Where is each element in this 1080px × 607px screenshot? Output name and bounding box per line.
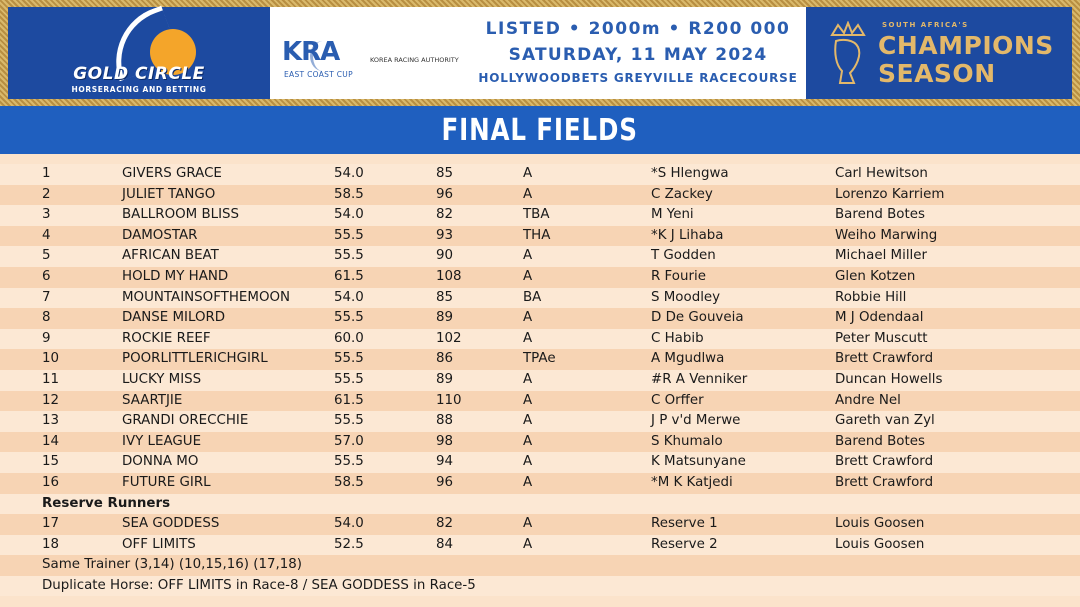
jockey: S Moodley	[651, 289, 721, 305]
runner-number: 4	[42, 227, 51, 243]
jockey: A Mgudlwa	[651, 351, 725, 367]
fields-table	[0, 164, 1080, 596]
kra-logo-mark: KRA	[282, 37, 340, 67]
same-trainer-note: Same Trainer (3,14) (10,15,16) (17,18)	[42, 557, 303, 573]
equipment: A	[523, 310, 533, 326]
horse-name: GIVERS GRACE	[122, 166, 222, 181]
table-row	[0, 288, 1080, 309]
equipment: A	[523, 516, 533, 532]
kra-cup-name: EAST COAST CUP	[284, 70, 353, 79]
jockey: D De Gouveia	[651, 310, 744, 326]
weight: 55.5	[334, 454, 364, 470]
equipment: A	[523, 330, 533, 346]
trainer: Brett Crawford	[835, 474, 934, 490]
jockey: C Zackey	[651, 186, 713, 202]
rating: 85	[436, 289, 454, 305]
race-venue: HOLLYWOODBETS GREYVILLE RACECOURSE	[478, 71, 798, 85]
equipment: TBA	[523, 207, 550, 223]
table-row	[0, 246, 1080, 267]
horse-name: BALLROOM BLISS	[122, 207, 240, 223]
weight: 52.5	[334, 536, 364, 552]
equipment: BA	[523, 289, 542, 305]
rating: 94	[436, 454, 454, 470]
rating: 85	[436, 166, 454, 181]
equipment: A	[523, 413, 533, 429]
trainer: Andre Nel	[835, 392, 901, 408]
table-row	[0, 514, 1080, 535]
runner-number: 1	[42, 166, 51, 181]
table-row	[0, 473, 1080, 494]
runner-number: 13	[42, 413, 60, 429]
horse-name: FUTURE GIRL	[122, 474, 211, 490]
trainer: Barend Botes	[835, 207, 925, 223]
table-row	[0, 391, 1080, 412]
horse-name: HOLD MY HAND	[122, 268, 229, 284]
table-row	[0, 226, 1080, 247]
weight: 55.5	[334, 248, 364, 264]
equipment: A	[523, 186, 533, 202]
rating: 90	[436, 248, 454, 264]
horse-name: DANSE MILORD	[122, 310, 226, 326]
weight: 60.0	[334, 330, 364, 346]
weight: 55.5	[334, 351, 364, 367]
reserve-runners-heading-row	[0, 494, 1080, 515]
race-info	[470, 7, 806, 99]
page-title: FINAL FIELDS	[441, 112, 639, 148]
table-row	[0, 185, 1080, 206]
jockey: J P v'd Merwe	[651, 413, 741, 429]
equipment: A	[523, 248, 533, 264]
weight: 57.0	[334, 433, 364, 449]
jockey: Reserve 1	[651, 516, 718, 532]
champions-season-logo	[806, 7, 1072, 99]
rating: 98	[436, 433, 454, 449]
table-row	[0, 370, 1080, 391]
equipment: THA	[523, 227, 551, 243]
rating: 89	[436, 371, 454, 387]
table-row	[0, 535, 1080, 556]
jockey: *S Hlengwa	[651, 166, 729, 181]
rating: 88	[436, 413, 454, 429]
table-row	[0, 452, 1080, 473]
trainer: Gareth van Zyl	[835, 413, 935, 429]
trainer: Louis Goosen	[835, 516, 925, 532]
gold-circle-name: GOLD CIRCLE	[73, 64, 205, 84]
runner-number: 6	[42, 268, 51, 284]
table-row	[0, 349, 1080, 370]
same-trainer-note-row	[0, 555, 1080, 576]
runner-number: 15	[42, 454, 60, 470]
weight: 54.0	[334, 207, 364, 223]
equipment: A	[523, 474, 533, 490]
rating: 96	[436, 186, 454, 202]
kra-logo	[270, 7, 470, 99]
rating: 93	[436, 227, 454, 243]
duplicate-horse-note: Duplicate Horse: OFF LIMITS in Race-8 / SEA GODDESS in Race-5	[42, 577, 476, 593]
race-date: SATURDAY, 11 MAY 2024	[508, 45, 768, 65]
horse-name: SAARTJIE	[122, 392, 183, 408]
gold-circle-tagline: HORSERACING AND BETTING	[71, 85, 207, 94]
rating: 110	[436, 392, 462, 408]
duplicate-horse-note-row	[0, 576, 1080, 597]
runner-number: 9	[42, 330, 51, 346]
equipment: A	[523, 268, 533, 284]
kra-name: KOREA RACING AUTHORITY	[370, 56, 459, 64]
trainer: Louis Goosen	[835, 536, 925, 552]
runner-number: 18	[42, 536, 60, 552]
horse-name: DONNA MO	[122, 454, 199, 470]
crown-horse-icon	[828, 21, 868, 87]
runner-number: 16	[42, 474, 60, 490]
table-row	[0, 411, 1080, 432]
trainer: Brett Crawford	[835, 351, 934, 367]
trainer: Robbie Hill	[835, 289, 907, 305]
gold-circle-logo	[8, 7, 270, 99]
champions-eyebrow: SOUTH AFRICA'S	[882, 21, 969, 29]
horse-name: JULIET TANGO	[122, 186, 216, 202]
champions-word: CHAMPIONS	[878, 31, 1054, 60]
equipment: A	[523, 536, 533, 552]
trainer: M J Odendaal	[835, 310, 924, 326]
runner-number: 14	[42, 433, 60, 449]
runner-number: 10	[42, 351, 60, 367]
weight: 58.5	[334, 186, 364, 202]
weight: 55.5	[334, 371, 364, 387]
weight: 54.0	[334, 516, 364, 532]
weight: 54.0	[334, 289, 364, 305]
jockey: Reserve 2	[651, 536, 718, 552]
equipment: A	[523, 433, 533, 449]
trainer: Michael Miller	[835, 248, 928, 264]
table-row	[0, 308, 1080, 329]
equipment: A	[523, 454, 533, 470]
rating: 89	[436, 310, 454, 326]
runner-number: 11	[42, 371, 60, 387]
horse-name: AFRICAN BEAT	[122, 248, 219, 264]
runner-number: 8	[42, 310, 51, 326]
trainer: Peter Muscutt	[835, 330, 928, 346]
race-class-distance-stake: LISTED • 2000m • R200 000	[485, 19, 791, 39]
reserve-runners-heading: Reserve Runners	[42, 495, 171, 511]
equipment: TPAe	[523, 351, 556, 367]
table-row	[0, 329, 1080, 350]
jockey: S Khumalo	[651, 433, 723, 449]
table-row	[0, 164, 1080, 185]
jockey: C Habib	[651, 330, 704, 346]
runner-number: 5	[42, 248, 51, 264]
weight: 54.0	[334, 166, 364, 181]
jockey: R Fourie	[651, 268, 706, 284]
rating: 86	[436, 351, 454, 367]
season-word: SEASON	[878, 59, 996, 88]
runner-number: 17	[42, 516, 60, 532]
rating: 102	[436, 330, 462, 346]
runner-number: 12	[42, 392, 60, 408]
jockey: K Matsunyane	[651, 454, 746, 470]
rating: 96	[436, 474, 454, 490]
horse-name: POORLITTLERICHGIRL	[122, 351, 268, 367]
weight: 55.5	[334, 227, 364, 243]
trainer: Brett Crawford	[835, 454, 934, 470]
rating: 82	[436, 207, 454, 223]
jockey: #R A Venniker	[651, 371, 748, 387]
horse-name: DAMOSTAR	[122, 227, 198, 243]
jockey: *K J Lihaba	[651, 227, 724, 243]
trainer: Duncan Howells	[835, 371, 943, 387]
weight: 61.5	[334, 268, 364, 284]
rating: 84	[436, 536, 454, 552]
title-bar	[0, 106, 1080, 154]
weight: 55.5	[334, 310, 364, 326]
table-row	[0, 432, 1080, 453]
jockey: *M K Katjedi	[651, 474, 733, 490]
table-row	[0, 205, 1080, 226]
weight: 58.5	[334, 474, 364, 490]
header-banner	[0, 0, 1080, 106]
rating: 82	[436, 516, 454, 532]
horse-name: MOUNTAINSOFTHEMOON	[122, 289, 291, 305]
horse-name: OFF LIMITS	[122, 536, 196, 552]
runner-number: 7	[42, 289, 51, 305]
horse-name: LUCKY MISS	[122, 371, 202, 387]
trainer: Weiho Marwing	[835, 227, 938, 243]
equipment: A	[523, 392, 533, 408]
trainer: Carl Hewitson	[835, 166, 928, 181]
equipment: A	[523, 371, 533, 387]
jockey: C Orffer	[651, 392, 704, 408]
runner-number: 2	[42, 186, 51, 202]
jockey: T Godden	[651, 248, 716, 264]
trainer: Barend Botes	[835, 433, 925, 449]
trainer: Glen Kotzen	[835, 268, 916, 284]
jockey: M Yeni	[651, 207, 694, 223]
horse-name: ROCKIE REEF	[122, 330, 211, 346]
horse-name: IVY LEAGUE	[122, 433, 202, 449]
rating: 108	[436, 268, 462, 284]
runner-number: 3	[42, 207, 51, 223]
weight: 61.5	[334, 392, 364, 408]
weight: 55.5	[334, 413, 364, 429]
equipment: A	[523, 166, 533, 181]
horse-name: SEA GODDESS	[122, 516, 220, 532]
horse-name: GRANDI ORECCHIE	[122, 413, 249, 429]
table-row	[0, 267, 1080, 288]
trainer: Lorenzo Karriem	[835, 186, 945, 202]
